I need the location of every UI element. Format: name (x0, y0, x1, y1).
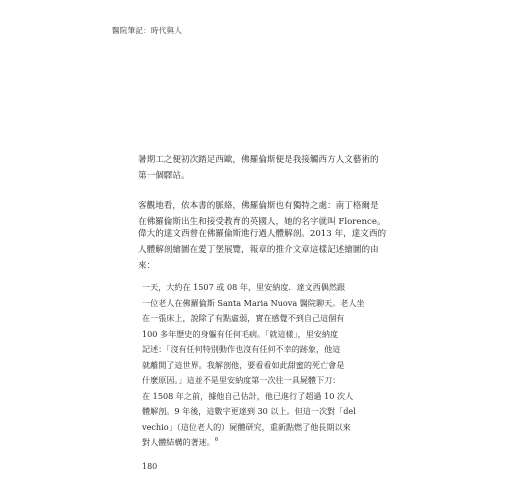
footnote-marker[interactable]: 6 (214, 437, 219, 443)
quote-line: 一天，大約在 1507 或 08 年，里安納度．達文西偶然跟 (142, 282, 346, 292)
quote-line: 就離開了這世界。我解剖他，要看看如此甜蜜的死亡會是 (142, 359, 345, 370)
paragraph-line: 在佛羅倫斯出生和接受教育的英國人，她的名字就叫 Florence。 (138, 217, 386, 227)
quote-line: 什麼原因。」這並不是里安納度第一次往一具屍體下刀： (142, 375, 341, 385)
quote-line: 在一張床上，說除了有點虛弱，實在感覺不到自己這個有 (142, 313, 345, 323)
quote-line: 記述：「沒有任何特別動作也沒有任何不幸的跡象，他這 (142, 344, 341, 354)
quote-line: 體解剖。9 年後，這數字更達到 30 以上。但這一次對「del (142, 406, 356, 416)
paragraph-3 (138, 226, 422, 274)
paragraph-1 (138, 152, 422, 184)
paragraph-line: 暑期工之便初次踏足西歐，佛羅倫斯便是我接觸西方人文藝術的 (138, 155, 379, 165)
paragraph-line: 客觀地看，依本書的脈絡，佛羅倫斯也有獨特之處：南丁格爾是 (138, 201, 379, 211)
quote-line: 100 多年歷史的身軀有任何毛病。「就這樣」，里安納度 (142, 328, 339, 339)
paragraph-line: 第一個驛站。 (138, 171, 190, 181)
quote-line-text: 對人體結構的著迷。 (142, 437, 215, 447)
quote-line: vechio」（這位老人的）屍體研究，重新點燃了他長期以來 (142, 421, 351, 432)
paragraph-line: 人體解剖繪圖在愛丁堡展覽，報章的推介文章這樣記述繪圖的由 (138, 245, 379, 255)
paragraph-line: 來： (138, 261, 156, 271)
quote-line: 一位老人在佛羅倫斯 Santa Maria Nuova 醫院聊天。老人坐 (142, 297, 365, 308)
block-quote (142, 280, 410, 451)
running-header: 醫院筆記：時代與人 (112, 26, 183, 35)
page-number: 180 (142, 462, 158, 471)
paragraph-line: 偉大的達文西曾在佛羅倫斯進行過人體解剖。2013 年，達文西的 (138, 229, 387, 239)
quote-line: 在 1508 年之前，據他自己估計，他已進行了超過 10 次人 (142, 390, 354, 401)
quote-line-last (142, 435, 410, 451)
